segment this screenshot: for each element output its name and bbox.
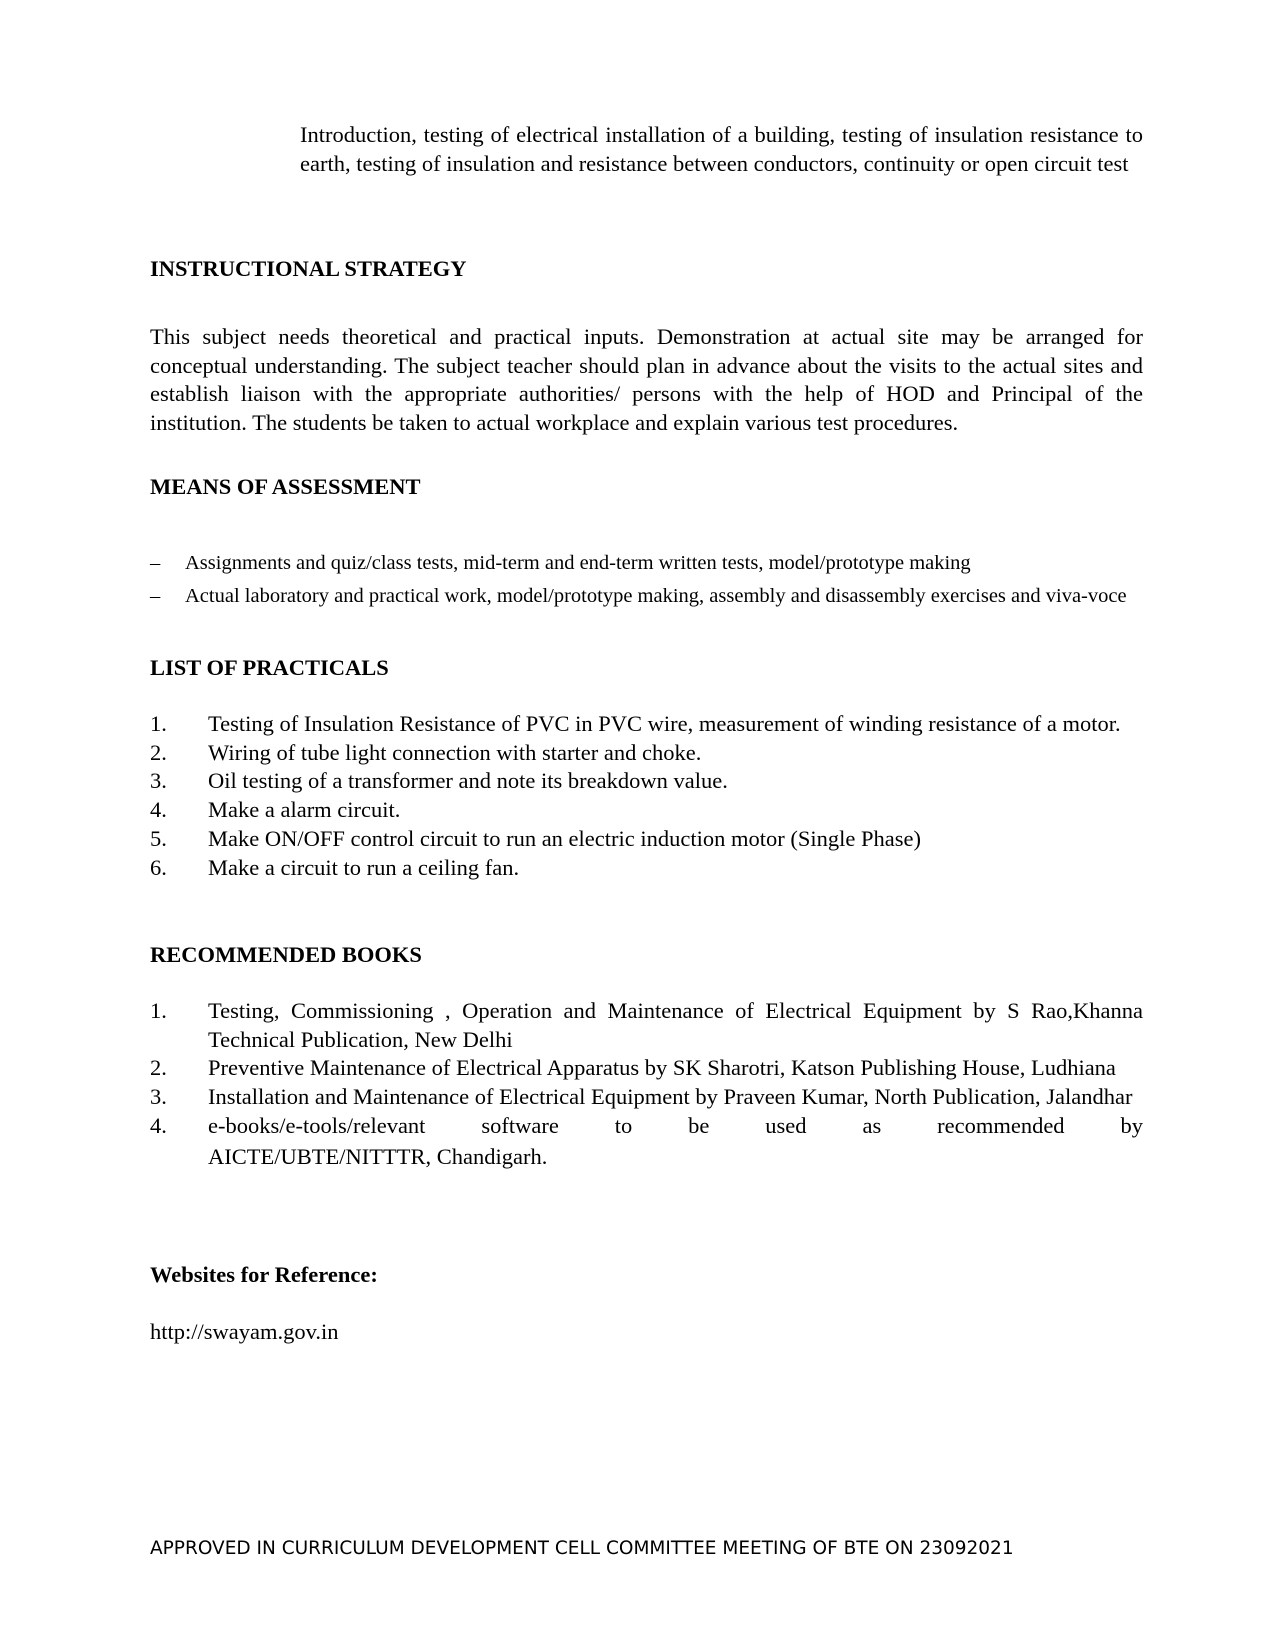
list-item (150, 1083, 1143, 1112)
list-item-text: Testing of Insulation Resistance of PVC in PVC wire, measurement of winding resistance of a motor. (208, 711, 1121, 736)
list-item-text-line2: AICTE/UBTE/NITTTR, Chandigarh. (208, 1143, 548, 1169)
item-number: 4. (150, 1112, 167, 1138)
list-item-text: Wiring of tube light connection with starter and choke. (208, 739, 702, 765)
item-number: 2. (150, 739, 167, 765)
dash-bullet: – (150, 552, 161, 574)
list-item (150, 825, 1143, 854)
item-number: 3. (150, 1084, 167, 1110)
word: software (481, 1112, 559, 1138)
list-item-text: Make ON/OFF control circuit to run an electric induction motor (Single Phase) (208, 825, 921, 851)
word: to (614, 1112, 633, 1138)
instructional-strategy-paragraph: This subject needs theoretical and practical inputs. Demonstration at actual site may be arranged for conceptual understanding. The subject teacher should plan in advance about the visits to the actual sites and establish liaison with the appropriate authorities/ persons with the help of HOD and Principal of the institution. The students be taken to actual workplace and explain various test procedures. (150, 324, 1143, 436)
list-item-text: Assignments and quiz/class tests, mid-term and end-term written tests, model/prototype making (185, 552, 971, 574)
list-item-text: Preventive Maintenance of Electrical Apparatus by SK Sharotri, Katson Publishing House, Ludhiana (208, 1055, 1116, 1081)
list-of-practicals-heading: LIST OF PRACTICALS (150, 655, 389, 680)
list-item-text: Actual laboratory and practical work, model/prototype making, assembly and disassembly exercises and viva-voce (185, 584, 1127, 607)
list-item-text: Make a circuit to run a ceiling fan. (208, 854, 520, 880)
list-item (150, 854, 1143, 883)
recommended-books-heading: RECOMMENDED BOOKS (150, 942, 422, 967)
list-item-text: Make a alarm circuit. (208, 797, 401, 823)
list-item (150, 767, 1143, 796)
means-of-assessment-heading: MEANS OF ASSESSMENT (150, 474, 421, 499)
websites-heading: Websites for Reference: (150, 1262, 378, 1287)
item-number: 4. (150, 797, 167, 823)
instructional-strategy-heading: INSTRUCTIONAL STRATEGY (150, 256, 467, 281)
list-item-text: Testing, Commissioning , Operation and Maintenance of Electrical Equipment by S Rao,Khanna Technical Publication, New Delhi (208, 998, 1143, 1052)
word: recommended (937, 1112, 1065, 1138)
list-item (150, 1054, 1143, 1083)
practicals-list (150, 710, 1143, 882)
word: as (862, 1112, 882, 1138)
list-item-text (208, 1112, 1143, 1171)
list-item (150, 796, 1143, 825)
footer-approval-note: APPROVED IN CURRICULUM DEVELOPMENT CELL COMMITTEE MEETING OF BTE ON 23092021 (150, 1538, 1014, 1559)
list-item (150, 710, 1143, 739)
word: e-books/e-tools/relevant (208, 1112, 426, 1138)
list-item-text: Installation and Maintenance of Electrical Equipment by Praveen Kumar, North Publication, Jalandhar (208, 1084, 1133, 1110)
list-item (150, 997, 1143, 1054)
word: used (765, 1112, 807, 1138)
intro-paragraph: Introduction, testing of electrical installation of a building, testing of insulation resistance to earth, testing of insulation and resistance between conductors, continuity or open circuit test (300, 122, 1143, 176)
item-number: 2. (150, 1055, 167, 1081)
item-number: 1. (150, 711, 167, 736)
word: be (688, 1112, 710, 1138)
list-item (150, 549, 1143, 579)
books-list (150, 997, 1143, 1171)
dash-bullet: – (150, 584, 161, 607)
list-item (150, 739, 1143, 768)
item-number: 3. (150, 768, 167, 794)
list-item (150, 1112, 1143, 1171)
word: by (1120, 1112, 1143, 1138)
list-item-text: Oil testing of a transformer and note its breakdown value. (208, 768, 728, 794)
item-number: 6. (150, 854, 167, 880)
item-number: 5. (150, 825, 167, 851)
item-number: 1. (150, 998, 167, 1023)
assessment-list (150, 549, 1143, 614)
spread-line (208, 1112, 1143, 1141)
list-item (150, 582, 1143, 612)
website-url[interactable]: http://swayam.gov.in (150, 1319, 339, 1344)
